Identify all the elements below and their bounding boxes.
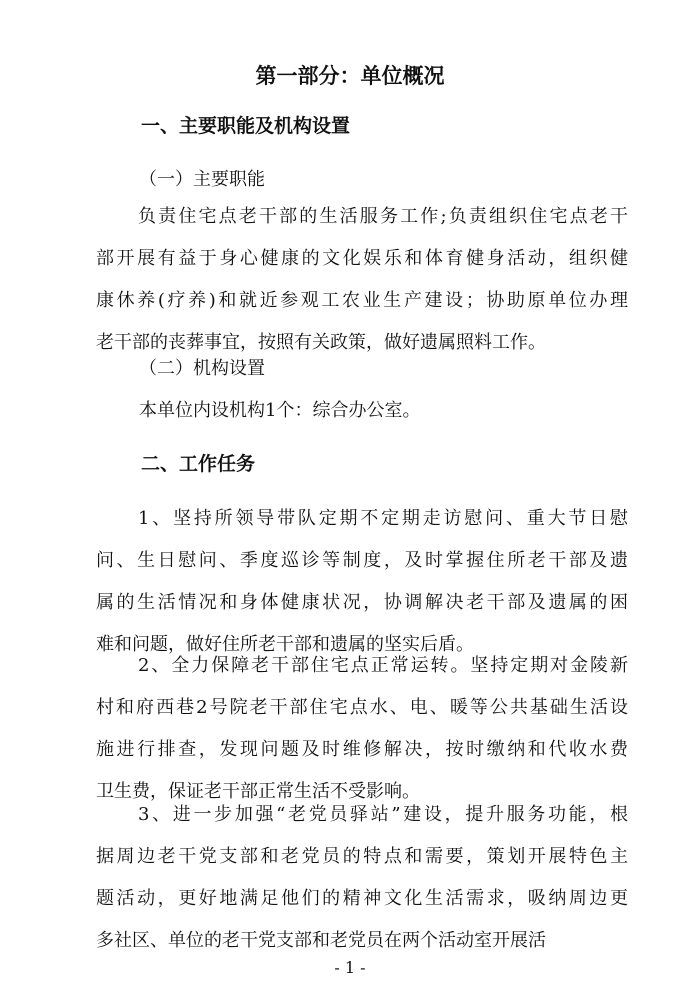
subheading-organization: （二）机构设置	[139, 358, 265, 379]
text-line: 属的生活情况和身体健康状况，协调解决老干部及遗属的困	[96, 592, 631, 613]
text-line: 卫生费，保证老干部正常生活不受影响。	[96, 781, 420, 802]
section-heading-tasks: 二、工作任务	[141, 453, 256, 475]
text-line: 题活动，更好地满足他们的精神文化生活需求，吸纳周边更	[96, 888, 631, 909]
page-title: 第一部分：单位概况	[255, 64, 445, 88]
section-heading-functions: 一、主要职能及机构设置	[141, 115, 351, 137]
paragraph-task-3	[96, 794, 631, 962]
paragraph-organization: 本单位内设机构1个：综合办公室。	[139, 400, 421, 421]
text-line: 村和府西巷2号院老干部住宅点水、电、暖等公共基础生活设	[96, 697, 631, 718]
text-line: 2、全力保障老干部住宅点正常运转。坚持定期对金陵新	[138, 655, 630, 676]
text-line: 据周边老干党支部和老党员的特点和需要，策划开展特色主	[96, 846, 631, 867]
text-line: 问、生日慰问、季度巡诊等制度，及时掌握住所老干部及遗	[96, 550, 631, 571]
text-line: 部开展有益于身心健康的文化娱乐和体育健身活动，组织健	[96, 248, 631, 269]
text-line: 负责住宅点老干部的生活服务工作;负责组织住宅点老干	[138, 206, 631, 227]
text-line: 施进行排查，发现问题及时维修解决，按时缴纳和代收水费	[96, 739, 631, 760]
text-line: 老干部的丧葬事宜，按照有关政策，做好遗属照料工作。	[96, 332, 546, 353]
text-line: 3、进一步加强“老党员驿站”建设，提升服务功能，根	[138, 804, 631, 825]
paragraph-task-2	[96, 645, 631, 813]
subheading-main-functions: （一）主要职能	[139, 169, 265, 190]
paragraph-task-1	[96, 498, 631, 666]
text-line: 难和问题，做好住所老干部和遗属的坚实后盾。	[96, 634, 474, 655]
text-line: 1、坚持所领导带队定期不定期走访慰问、重大节日慰	[138, 508, 631, 529]
page-number: - 1 -	[334, 958, 366, 977]
text-line: 康休养(疗养)和就近参观工农业生产建设；协助原单位办理	[96, 290, 631, 311]
paragraph-main-functions	[96, 196, 631, 364]
text-line: 多社区、单位的老干党支部和老党员在两个活动室开展活	[96, 930, 546, 951]
